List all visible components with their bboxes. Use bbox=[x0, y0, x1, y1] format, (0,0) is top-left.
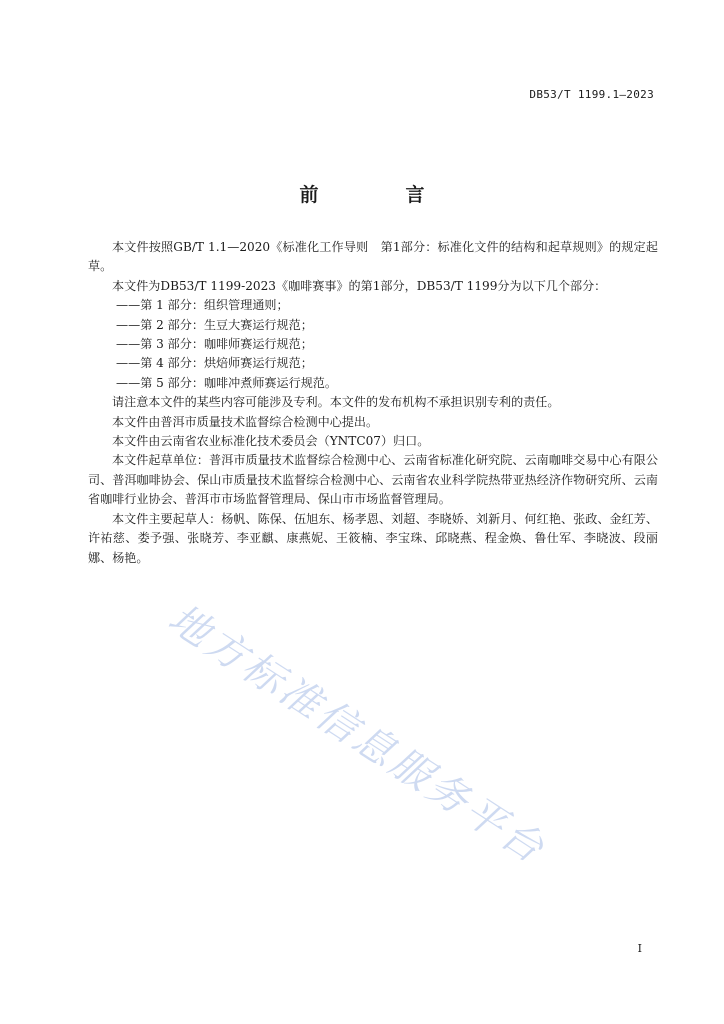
watermark: 地方标准信息服务平台 bbox=[160, 595, 555, 874]
list-item-part-3: ——第 3 部分：咖啡师赛运行规范； bbox=[116, 337, 313, 352]
page-title: 前 言 bbox=[299, 184, 459, 206]
list-item-part-2: ——第 2 部分：生豆大赛运行规范； bbox=[116, 317, 313, 332]
paragraph-document-parts: 本文件为DB53/T 1199-2023《咖啡赛事》的第1部分，DB53/T 1199分为以下几个部分： bbox=[112, 278, 607, 293]
paragraph-drafters: 本文件主要起草人：杨帆、陈保、伍旭东、杨孝恩、刘超、李晓娇、刘新月、何红艳、张政、金红芳、许祐慈、娄予强、张晓芳、李亚麒、康燕妮、王筱楠、李宝珠、邱晓燕、程金焕、鲁仕军、李晓波、段丽娜、杨艳。 bbox=[88, 511, 658, 565]
paragraph-drafting-units: 本文件起草单位：普洱市质量技术监督综合检测中心、云南省标准化研究院、云南咖啡交易中心有限公司、普洱咖啡协会、保山市质量技术监督综合检测中心、云南省农业科学院热带亚热经济作物研究所、云南省咖啡行业协会、普洱市市场监督管理局、保山市市场监督管理局。 bbox=[88, 453, 658, 507]
paragraph-administrator: 本文件由云南省农业标准化技术委员会（YNTC07）归口。 bbox=[112, 434, 430, 449]
paragraph-patent-notice: 请注意本文件的某些内容可能涉及专利。本文件的发布机构不承担识别专利的责任。 bbox=[112, 395, 560, 410]
list-item-part-1: ——第 1 部分：组织管理通则； bbox=[116, 298, 289, 313]
paragraph-drafting-rules: 本文件按照GB/T 1.1—2020《标准化工作导则 第1部分：标准化文件的结构和起草规则》的规定起草。 bbox=[88, 240, 658, 274]
paragraph-proposer: 本文件由普洱市质量技术监督综合检测中心提出。 bbox=[112, 414, 379, 429]
list-item-part-4: ——第 4 部分：烘焙师赛运行规范； bbox=[116, 356, 313, 371]
document-code: DB53/T 1199.1—2023 bbox=[529, 88, 654, 101]
list-item-part-5: ——第 5 部分：咖啡冲煮师赛运行规范。 bbox=[116, 375, 337, 390]
foreword-body bbox=[88, 238, 658, 568]
page-number: I bbox=[637, 942, 642, 955]
